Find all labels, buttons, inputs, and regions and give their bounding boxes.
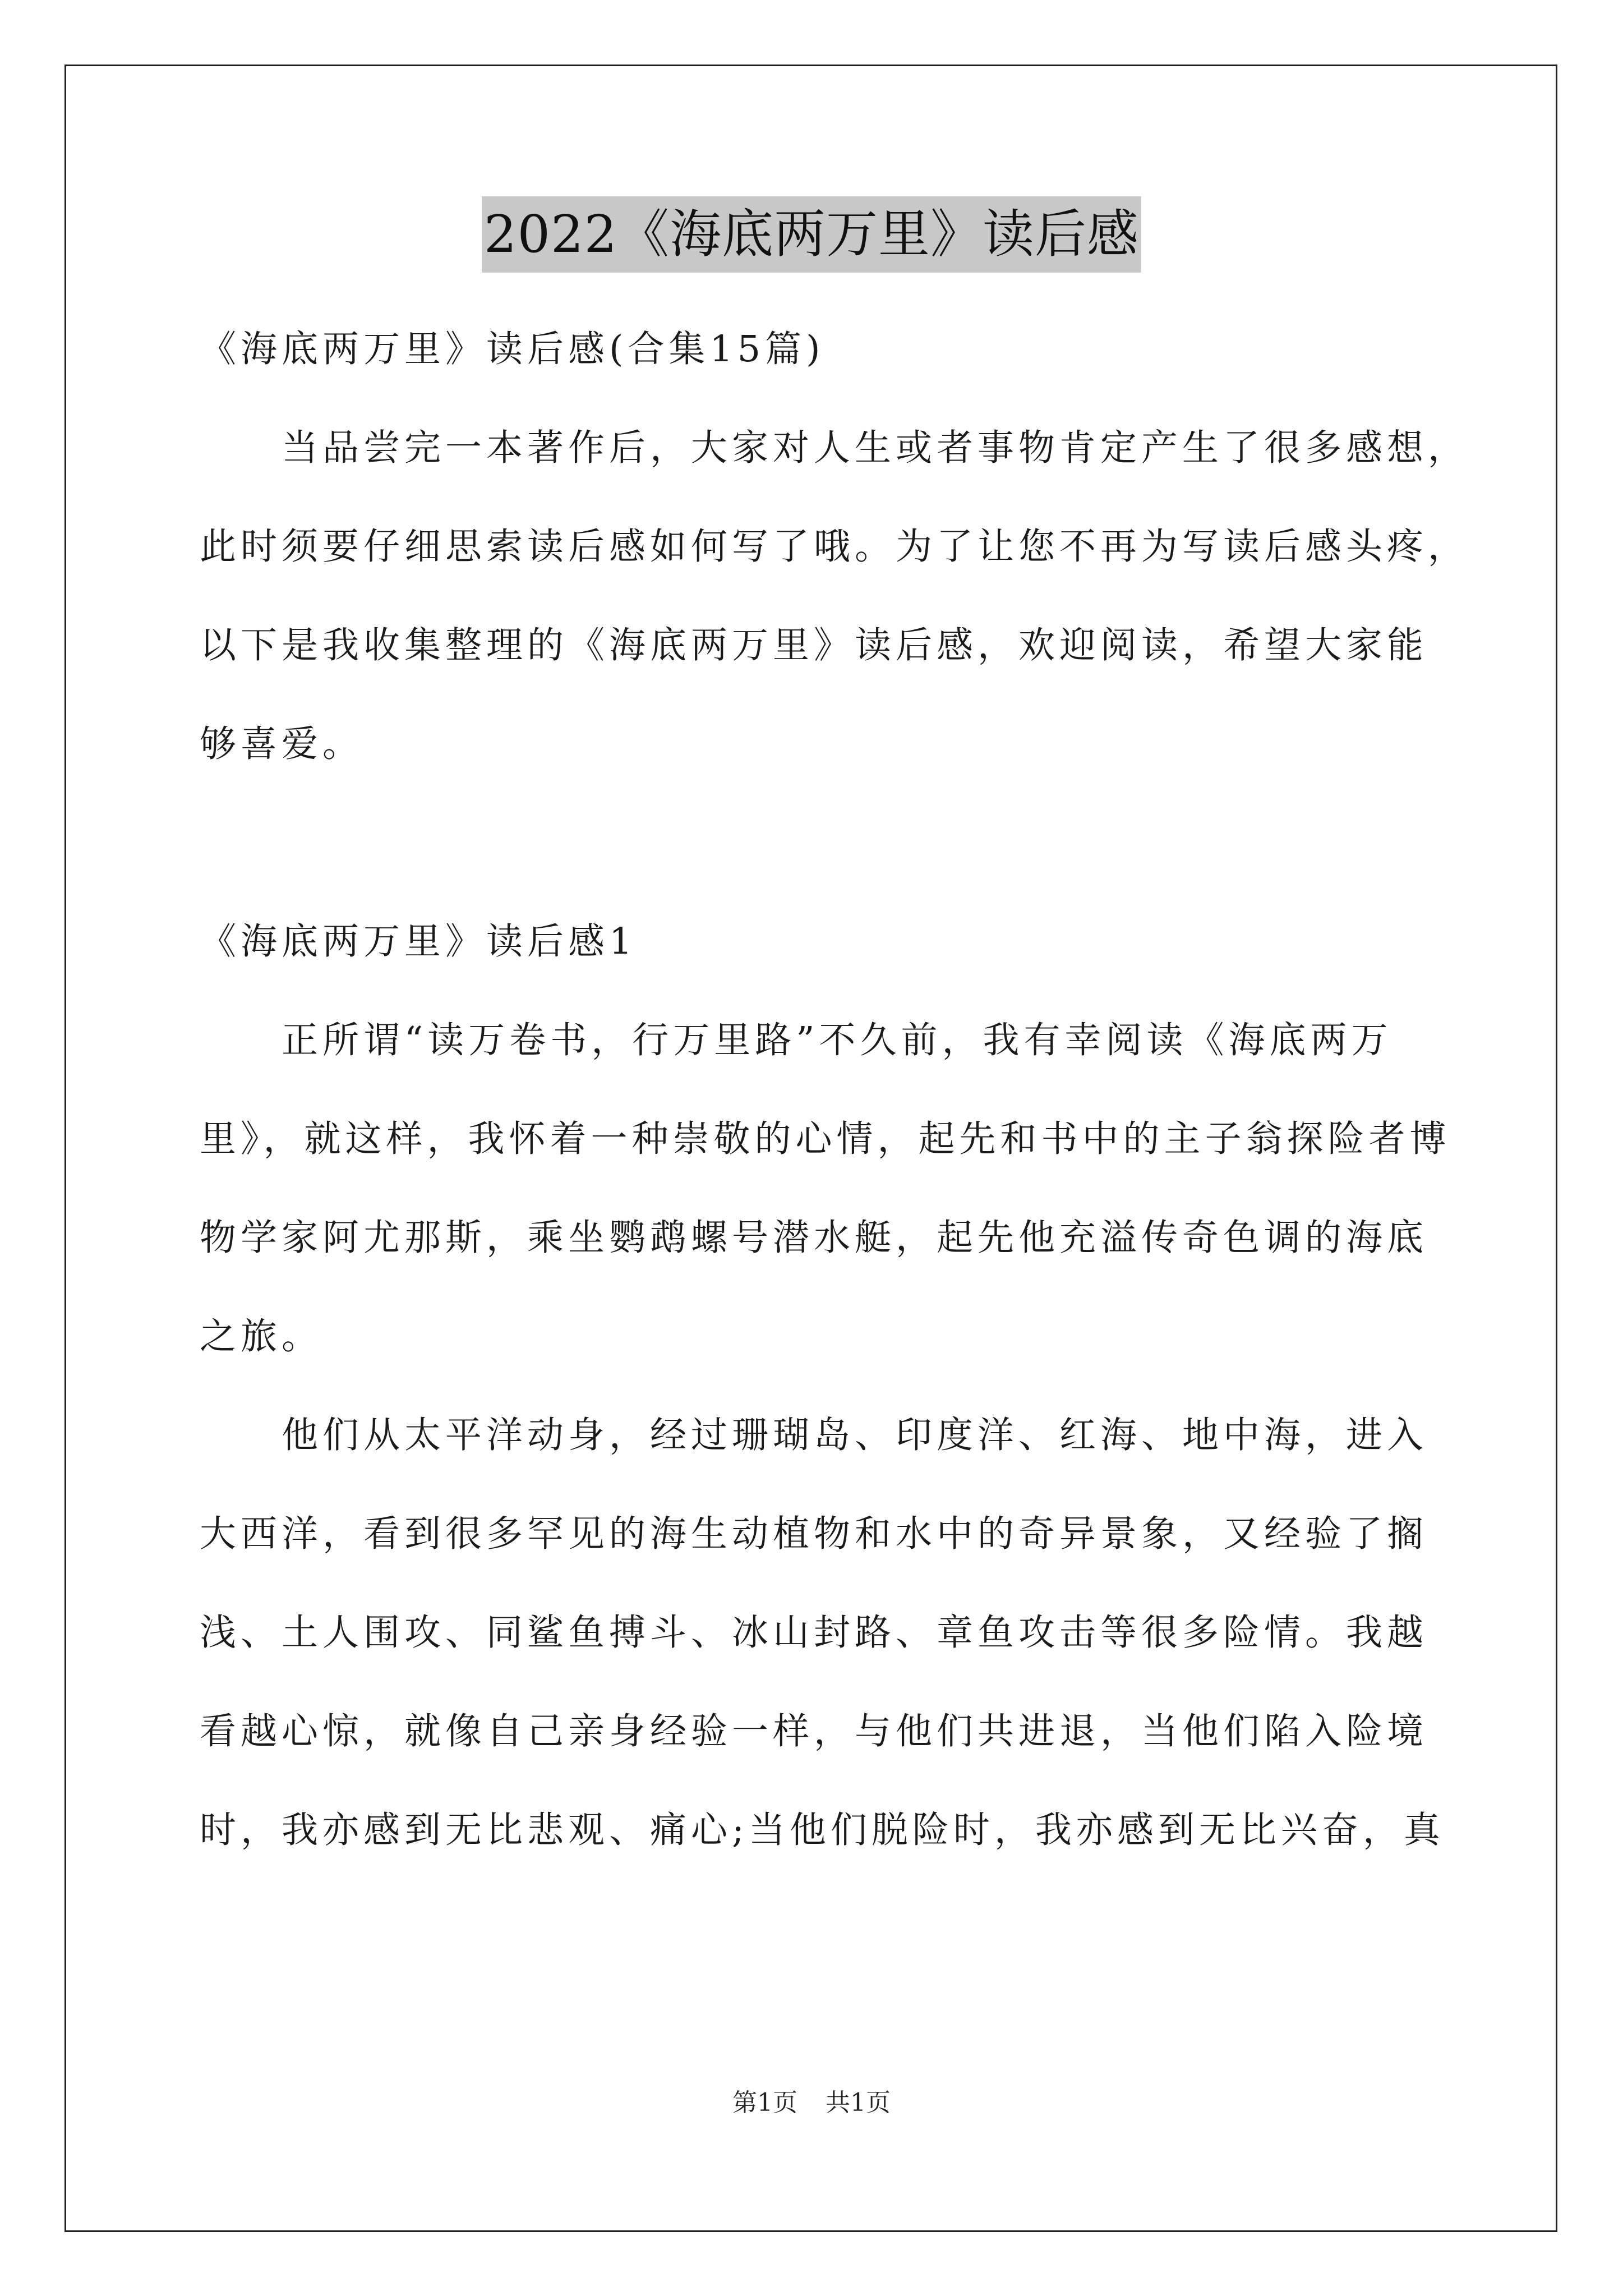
paragraph-line: 正所谓“读万卷书，行万里路”不久前，我有幸阅读《海底两万: [200, 1019, 1393, 1061]
document-title: 2022《海底两万里》读后感: [482, 196, 1141, 273]
page-footer: [0, 2082, 1623, 2118]
page-total: 共1页: [826, 2088, 891, 2117]
blank-line: [200, 794, 1433, 892]
paragraph-line: 里》，就这样，我怀着一种崇敬的心情，起先和书中的主子翁探险者博: [200, 1118, 1451, 1160]
paragraph-line: 看越心惊，就像自己亲身经验一样，与他们共进退，当他们陷入险境: [200, 1710, 1428, 1752]
paragraph-line: 够喜爱。: [200, 723, 364, 765]
subtitle-line: 《海底两万里》读后感(合集15篇): [200, 328, 825, 370]
paragraph-line: 此时须要仔细思索读后感如何写了哦。为了让您不再为写读后感头疼，: [200, 526, 1469, 568]
title-area: [0, 196, 1623, 273]
page-number: 第1页: [732, 2088, 797, 2117]
paragraph-line: 大西洋，看到很多罕见的海生动植物和水中的奇异景象，又经验了搁: [200, 1513, 1428, 1555]
paragraph-line: 他们从太平洋动身，经过珊瑚岛、印度洋、红海、地中海，进入: [200, 1414, 1428, 1456]
paragraph-line: 时，我亦感到无比悲观、痛心;当他们脱险时，我亦感到无比兴奋，真: [200, 1809, 1445, 1851]
paragraph-line: 以下是我收集整理的《海底两万里》读后感，欢迎阅读，希望大家能: [200, 624, 1428, 666]
paragraph-line: 之旅。: [200, 1315, 323, 1358]
paragraph-line: 浅、土人围攻、同鲨鱼搏斗、冰山封路、章鱼攻击等很多险情。我越: [200, 1612, 1428, 1654]
paragraph-line: 当品尝完一本著作后，大家对人生或者事物肯定产生了很多感想，: [200, 427, 1469, 469]
section-heading: 《海底两万里》读后感1: [200, 921, 637, 963]
document-body: [200, 300, 1469, 1880]
paragraph-line: 物学家阿尤那斯，乘坐鹦鹉螺号潜水艇，起先他充溢传奇色调的海底: [200, 1217, 1428, 1259]
